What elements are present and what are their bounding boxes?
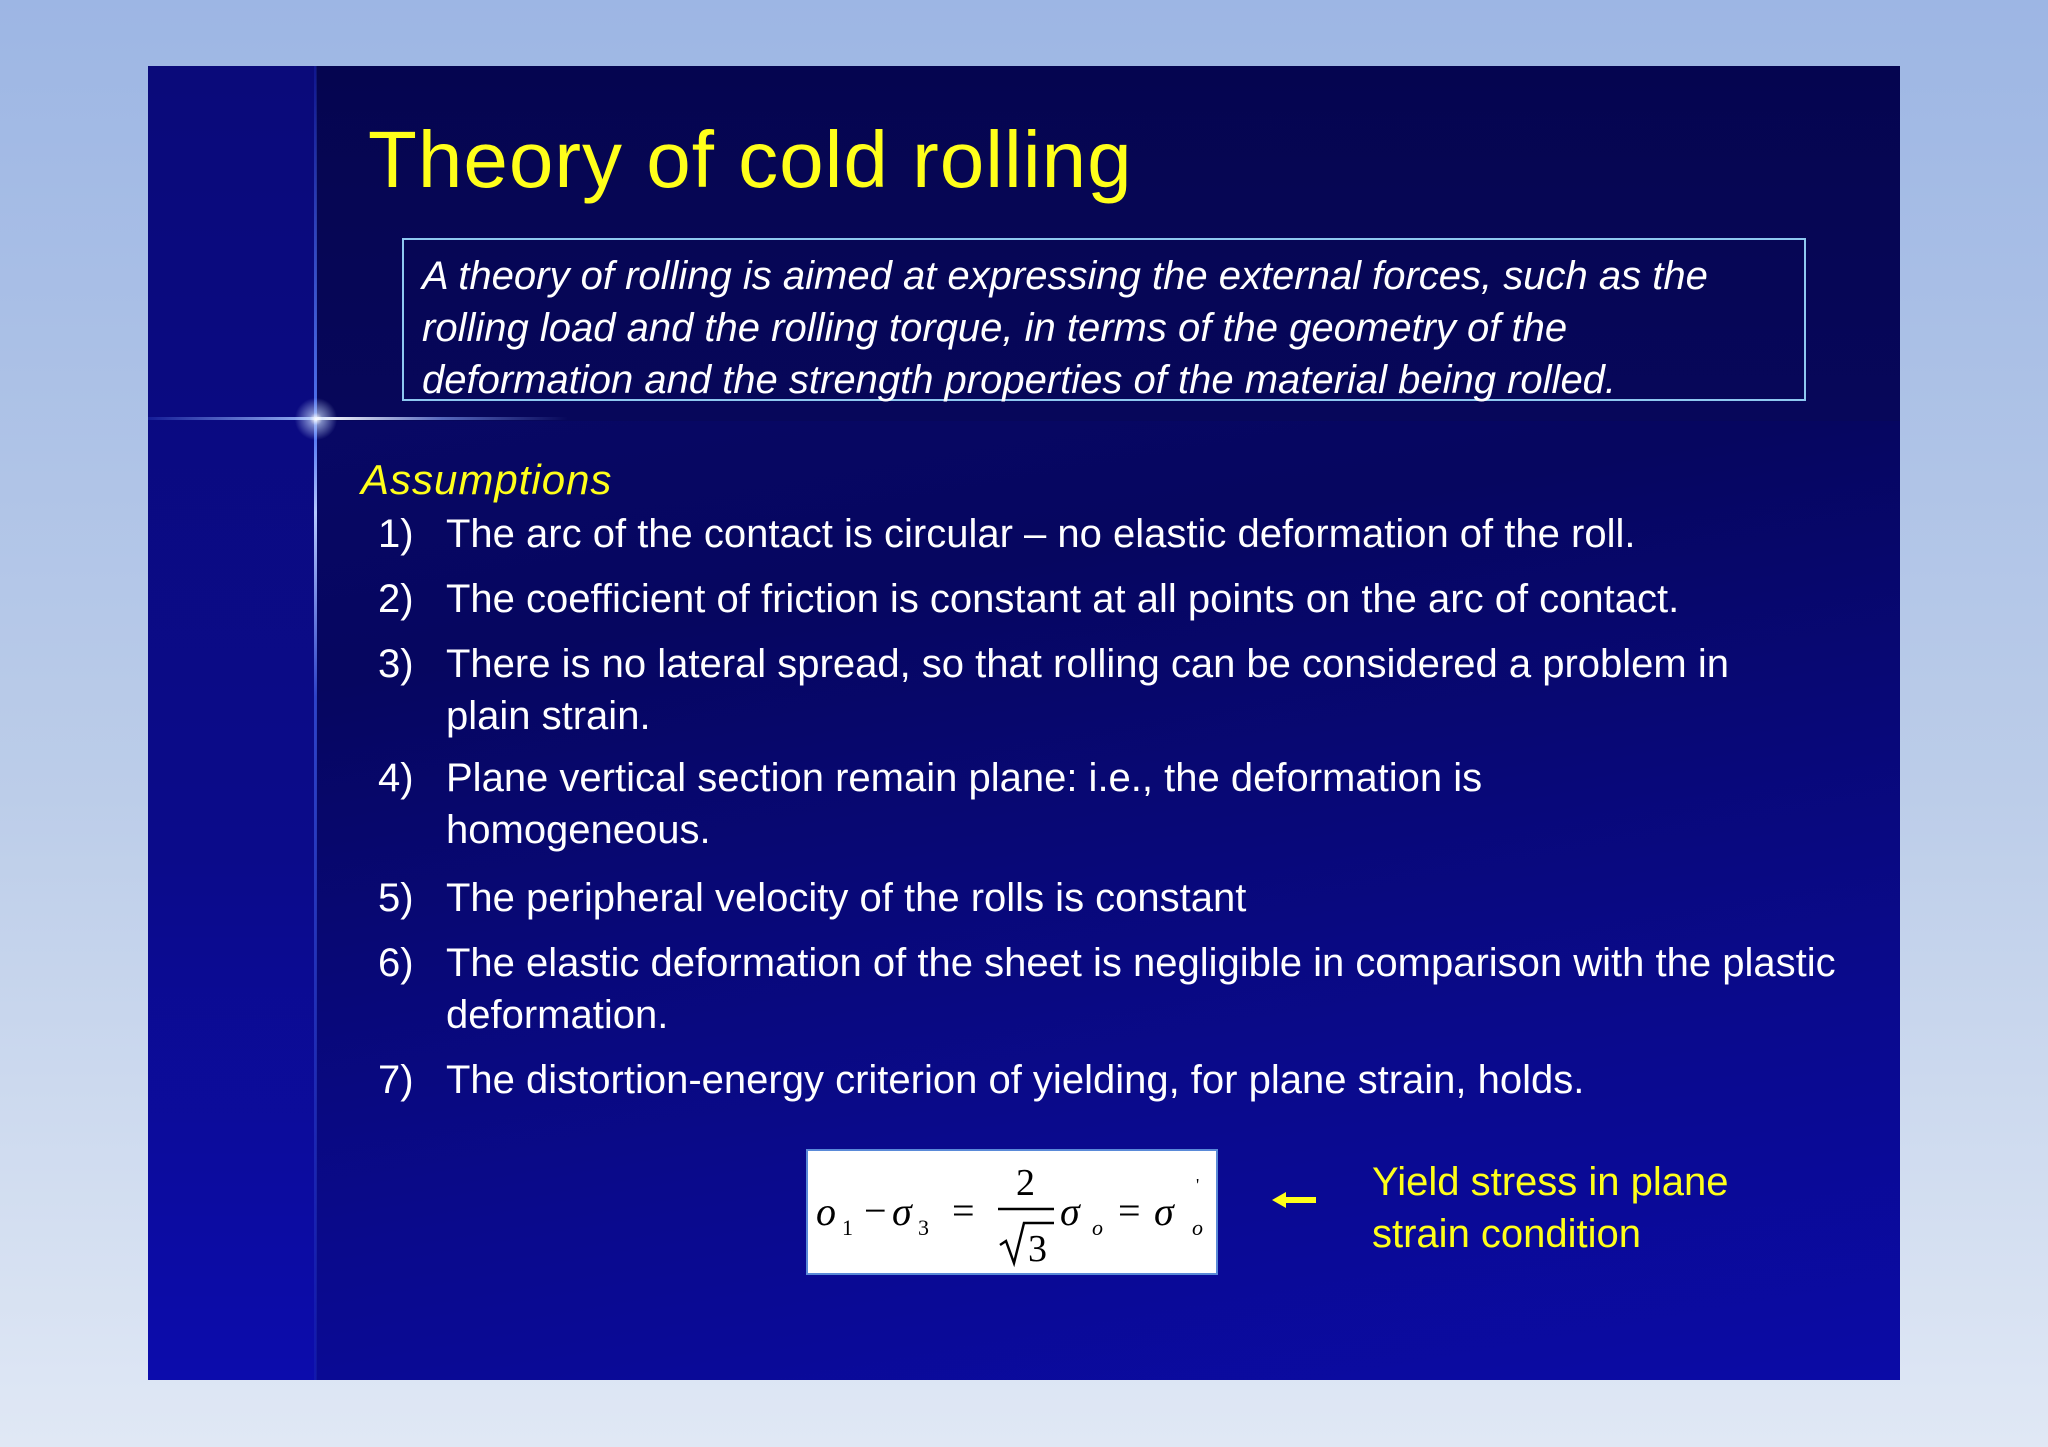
- assumption-item: [378, 573, 1838, 625]
- eq-equals-1: =: [952, 1188, 975, 1233]
- assumptions-heading: Assumptions: [361, 456, 613, 503]
- eq-sigma-o: σ: [1060, 1189, 1080, 1234]
- yield-equation: [808, 1151, 1216, 1273]
- assumption-text: There is no lateral spread, so that rolling can be considered a problem in plain strain.: [446, 642, 1729, 738]
- assumption-item: [378, 638, 1838, 742]
- assumption-number: 5): [378, 876, 414, 920]
- eq-prime: ': [1196, 1175, 1200, 1195]
- assumption-item: [378, 508, 1838, 560]
- yield-stress-label: Yield stress in plane strain condition: [1372, 1160, 1729, 1256]
- assumption-text: The arc of the contact is circular – no elastic deformation of the roll.: [446, 512, 1636, 556]
- assumption-text: The elastic deformation of the sheet is negligible in comparison with the plastic deformation.: [446, 941, 1836, 1037]
- eq-sub-o-2: o: [1192, 1215, 1203, 1240]
- eq-o-symbol: o: [816, 1189, 836, 1234]
- eq-sub-1: 1: [842, 1215, 853, 1240]
- assumption-number: 2): [378, 577, 414, 621]
- assumption-item: [378, 1054, 1838, 1106]
- left-band-decoration: [148, 66, 316, 1380]
- slide: [148, 66, 1900, 1380]
- slide-title: Theory of cold rolling: [368, 115, 1133, 204]
- equation-box: [806, 1149, 1218, 1275]
- eq-denominator: 3: [1028, 1228, 1047, 1270]
- assumption-number: 3): [378, 642, 414, 686]
- assumption-item: [378, 752, 1838, 856]
- eq-sub-o: o: [1092, 1215, 1103, 1240]
- assumption-number: 7): [378, 1058, 414, 1102]
- definition-box: [402, 238, 1806, 401]
- assumption-number: 1): [378, 512, 414, 556]
- assumption-number: 4): [378, 756, 414, 800]
- assumption-number: 6): [378, 941, 414, 985]
- eq-numerator: 2: [1016, 1162, 1035, 1204]
- eq-equals-2: =: [1118, 1188, 1141, 1233]
- assumption-text: Plane vertical section remain plane: i.e., the deformation is homogeneous.: [446, 756, 1483, 852]
- arrow-left-icon: [1272, 1190, 1316, 1210]
- assumption-text: The peripheral velocity of the rolls is constant: [446, 876, 1247, 920]
- assumption-list: [378, 508, 1838, 1106]
- eq-sigma-3: σ: [892, 1189, 912, 1234]
- eq-minus: −: [864, 1188, 887, 1233]
- assumption-item: [378, 937, 1838, 1041]
- horizontal-light-line: [148, 417, 568, 420]
- definition-text: A theory of rolling is aimed at expressing the external forces, such as the rolling load and the rolling torque, in terms of the geometry of the deformation and the strength properties of the material being rolled.: [422, 254, 1708, 402]
- assumption-text: The coefficient of friction is constant at all points on the arc of contact.: [446, 577, 1680, 621]
- assumption-item: [378, 872, 1838, 924]
- eq-sub-3: 3: [918, 1215, 929, 1240]
- light-flare-icon: [291, 394, 341, 444]
- eq-sigma-prime: σ: [1154, 1189, 1174, 1234]
- assumption-text: The distortion-energy criterion of yielding, for plane strain, holds.: [446, 1058, 1585, 1102]
- vertical-light-line: [314, 66, 317, 1380]
